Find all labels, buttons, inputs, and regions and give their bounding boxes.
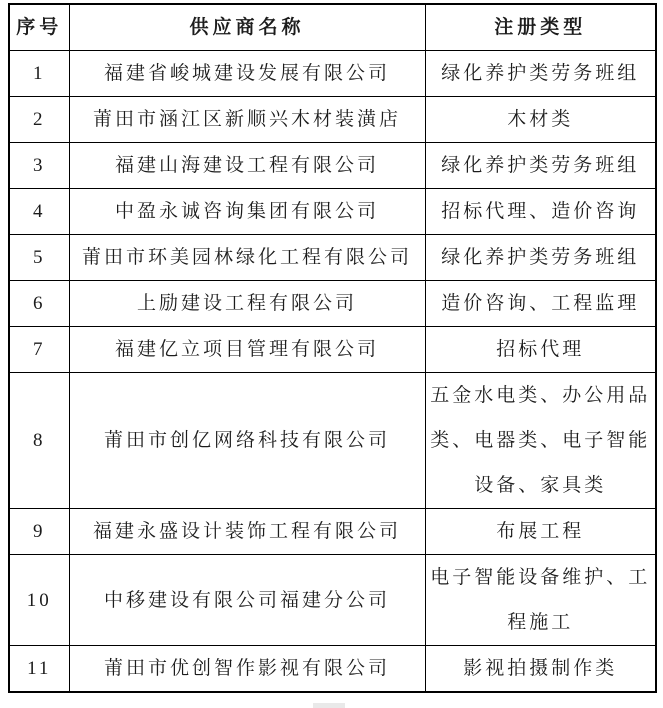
page-footer-fragment bbox=[313, 703, 345, 708]
serial-number-cell: 9 bbox=[9, 509, 69, 555]
supplier-name-cell: 莆田市优创智作影视有限公司 bbox=[69, 646, 425, 693]
supplier-name-cell: 福建永盛设计装饰工程有限公司 bbox=[69, 509, 425, 555]
supplier-name-cell: 中移建设有限公司福建分公司 bbox=[69, 555, 425, 646]
supplier-name-cell: 福建山海建设工程有限公司 bbox=[69, 143, 425, 189]
serial-number-cell: 1 bbox=[9, 51, 69, 97]
supplier-name-cell: 福建省峻城建设发展有限公司 bbox=[69, 51, 425, 97]
supplier-table bbox=[8, 3, 657, 693]
serial-number-cell: 4 bbox=[9, 189, 69, 235]
registration-type-cell: 绿化养护类劳务班组 bbox=[425, 51, 656, 97]
column-header-supplier-name: 供应商名称 bbox=[69, 4, 425, 51]
table-row bbox=[9, 51, 656, 97]
serial-number-cell: 10 bbox=[9, 555, 69, 646]
registration-type-cell: 绿化养护类劳务班组 bbox=[425, 143, 656, 189]
supplier-name-cell: 福建亿立项目管理有限公司 bbox=[69, 327, 425, 373]
column-header-registration-type: 注册类型 bbox=[425, 4, 656, 51]
supplier-name-cell: 莆田市环美园林绿化工程有限公司 bbox=[69, 235, 425, 281]
registration-type-cell: 绿化养护类劳务班组 bbox=[425, 235, 656, 281]
registration-type-cell: 造价咨询、工程监理 bbox=[425, 281, 656, 327]
registration-type-cell: 招标代理 bbox=[425, 327, 656, 373]
column-header-serial-number: 序号 bbox=[9, 4, 69, 51]
table-row bbox=[9, 327, 656, 373]
table-row bbox=[9, 281, 656, 327]
serial-number-cell: 5 bbox=[9, 235, 69, 281]
serial-number-cell: 11 bbox=[9, 646, 69, 693]
registration-type-cell: 电子智能设备维护、工程施工 bbox=[425, 555, 656, 646]
registration-type-cell: 布展工程 bbox=[425, 509, 656, 555]
supplier-name-cell: 上励建设工程有限公司 bbox=[69, 281, 425, 327]
registration-type-cell: 木材类 bbox=[425, 97, 656, 143]
table-header-row bbox=[9, 4, 656, 51]
supplier-name-cell: 中盈永诚咨询集团有限公司 bbox=[69, 189, 425, 235]
table-row bbox=[9, 509, 656, 555]
table-row bbox=[9, 97, 656, 143]
table-row bbox=[9, 373, 656, 509]
serial-number-cell: 7 bbox=[9, 327, 69, 373]
registration-type-cell: 招标代理、造价咨询 bbox=[425, 189, 656, 235]
serial-number-cell: 8 bbox=[9, 373, 69, 509]
registration-type-cell: 影视拍摄制作类 bbox=[425, 646, 656, 693]
supplier-name-cell: 莆田市创亿网络科技有限公司 bbox=[69, 373, 425, 509]
table-row bbox=[9, 646, 656, 693]
table-row bbox=[9, 235, 656, 281]
table-row bbox=[9, 555, 656, 646]
serial-number-cell: 6 bbox=[9, 281, 69, 327]
table-row bbox=[9, 189, 656, 235]
serial-number-cell: 3 bbox=[9, 143, 69, 189]
registration-type-cell: 五金水电类、办公用品类、电器类、电子智能设备、家具类 bbox=[425, 373, 656, 509]
serial-number-cell: 2 bbox=[9, 97, 69, 143]
supplier-name-cell: 莆田市涵江区新顺兴木材装潢店 bbox=[69, 97, 425, 143]
table-row bbox=[9, 143, 656, 189]
